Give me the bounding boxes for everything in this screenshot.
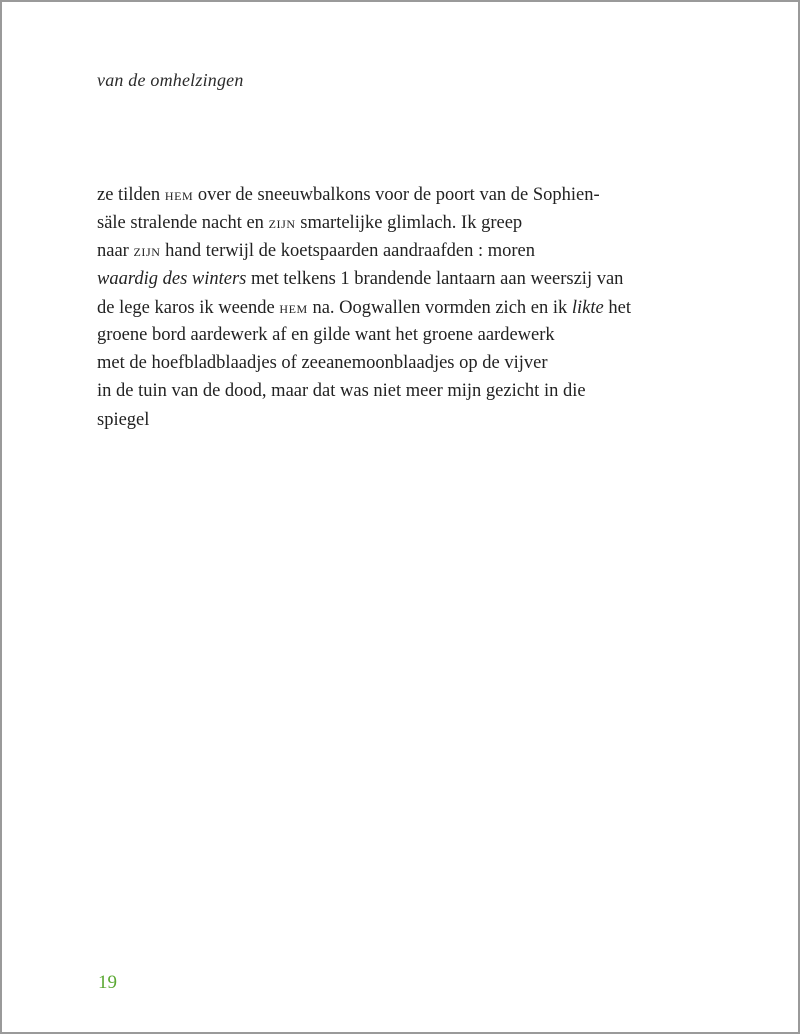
line-text: over de sneeuwbalkons voor de poort van de Sophien- <box>193 185 600 205</box>
line-text: spiegel <box>97 409 150 430</box>
poem-line-7 <box>97 349 657 377</box>
line-text: met de hoefbladblaadjes of zeeanemoonblaadjes op de vijver <box>97 353 548 374</box>
italic-phrase: waardig des winters <box>97 268 247 289</box>
line-text: de lege karos ik weende <box>97 297 280 318</box>
poem-line-6 <box>97 321 657 349</box>
line-text: met telkens 1 brandende lantaarn aan weerszij van <box>246 268 624 289</box>
poem-line-3 <box>97 236 657 264</box>
line-text: groene bord aardewerk af en gilde want het groene aardewerk <box>97 324 555 345</box>
poem-line-2 <box>97 208 657 236</box>
small-caps-word: zijn <box>133 240 161 261</box>
line-text: ze tilden <box>97 185 165 205</box>
poem-body <box>97 180 657 434</box>
poem-line-4 <box>97 265 657 293</box>
page-number: 19 <box>98 972 117 993</box>
italic-word: likte <box>571 297 604 318</box>
line-text: in de tuin van de dood, maar dat was niet meer mijn gezicht in die <box>97 381 586 402</box>
poem-line-5 <box>97 293 657 321</box>
poem-line-9 <box>97 406 657 434</box>
running-header: van de omhelzingen <box>97 70 244 90</box>
line-text: naar <box>97 241 134 262</box>
line-text: het <box>603 297 631 318</box>
line-text: na. Oogwallen vormden zich en ik <box>307 297 572 318</box>
poem-line-8 <box>97 377 657 405</box>
line-text: hand terwijl de koetspaarden aandraafden : moren <box>160 241 535 262</box>
small-caps-word: hem <box>164 184 194 204</box>
small-caps-word: hem <box>279 296 308 317</box>
poem-line-1 <box>97 180 657 208</box>
line-text: smartelijke glimlach. Ik greep <box>295 213 523 234</box>
small-caps-word: zijn <box>268 212 296 233</box>
line-text: säle stralende nacht en <box>97 213 269 234</box>
